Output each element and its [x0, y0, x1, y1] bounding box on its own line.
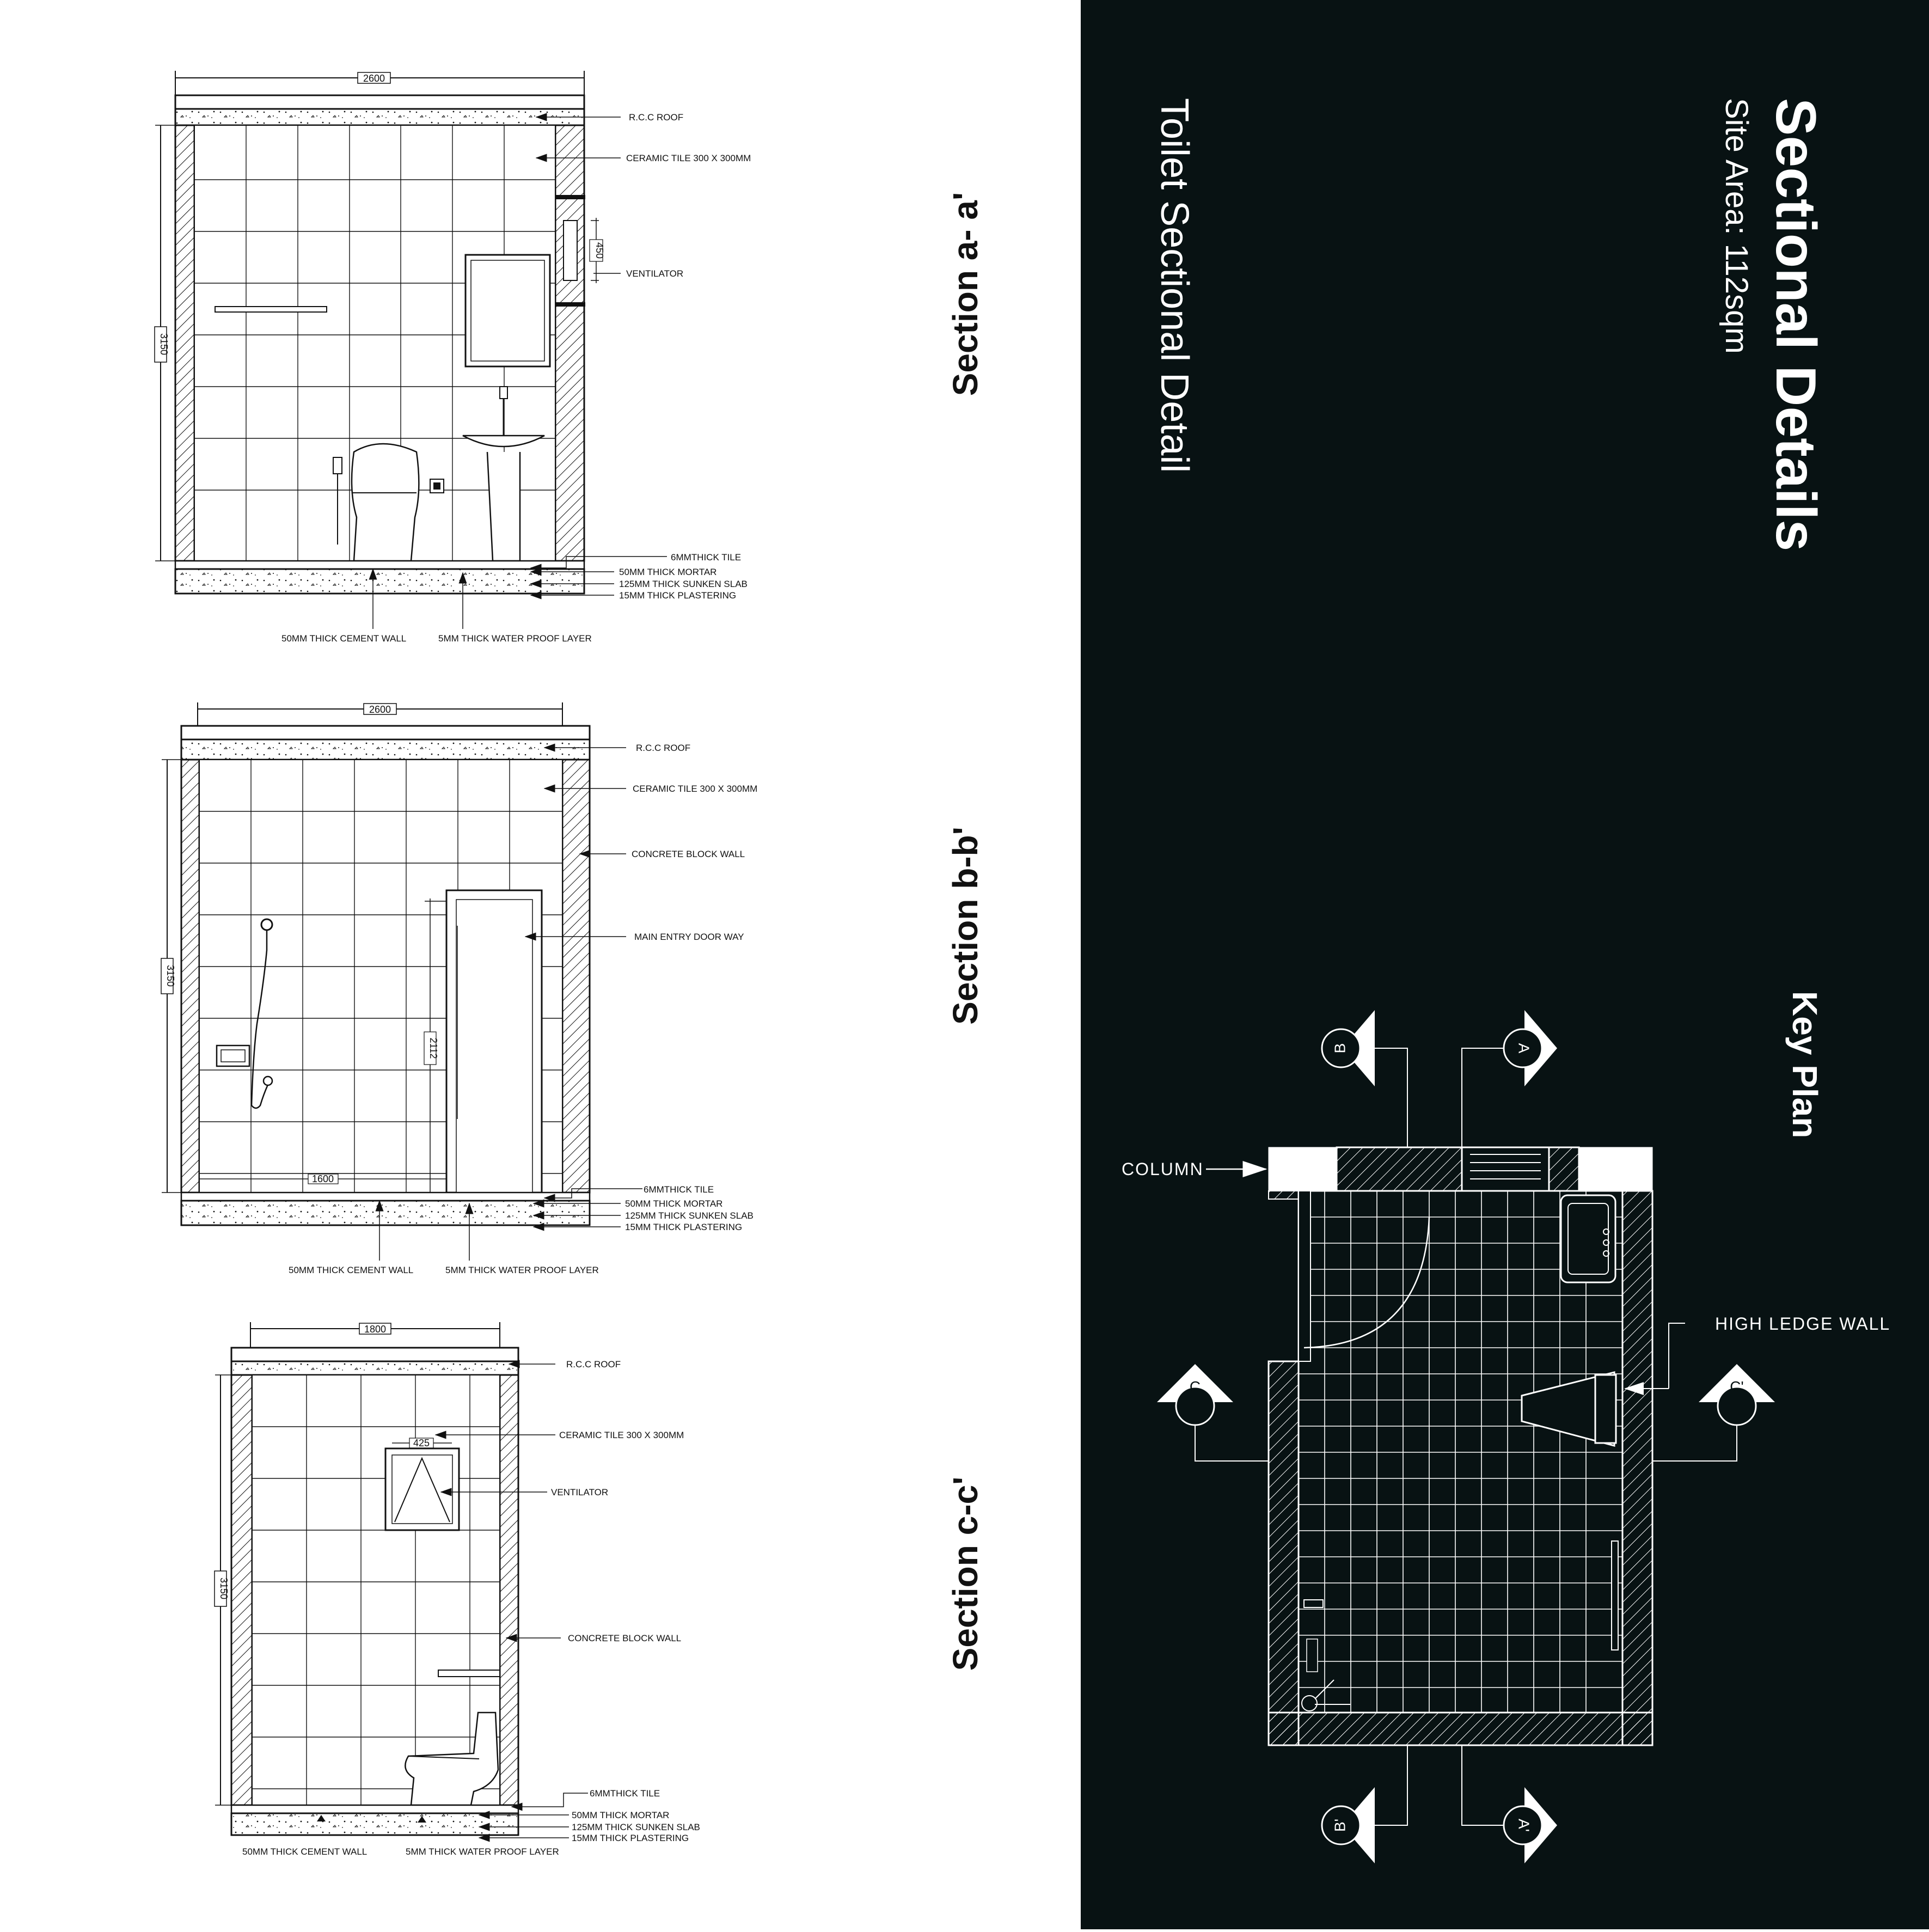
section-a-width-dim: 2600 [363, 73, 385, 84]
marker-c-right-label: C' [1730, 1378, 1744, 1395]
section-b-floor-tile-label: 6MMTHICK TILE [644, 1184, 714, 1195]
section-b-drawing [161, 702, 757, 1275]
section-a-title: Section a- a' [946, 192, 985, 396]
marker-c-left-label: C [1189, 1378, 1201, 1395]
section-a-slab-label: 125MM THICK SUNKEN SLAB [619, 579, 748, 589]
section-a-drawing [155, 71, 751, 644]
section-c-title: Section c-c' [946, 1476, 985, 1671]
section-c-drawing [215, 1322, 700, 1857]
section-c-floor-tile-label: 6MMTHICK TILE [590, 1788, 660, 1799]
section-b-roof-label: R.C.C ROOF [636, 743, 691, 753]
panel-svg [1081, 0, 1929, 1929]
section-a-floor-tile-label: 6MMTHICK TILE [671, 552, 742, 563]
section-a-height-dim: 3150 [158, 333, 169, 356]
section-a-tile-label: CERAMIC TILE 300 X 300MM [626, 153, 751, 163]
section-b-width-dim: 2600 [369, 704, 391, 715]
section-c-roof-label: R.C.C ROOF [566, 1359, 621, 1369]
section-c-plaster-label: 15MM THICK PLASTERING [572, 1833, 689, 1843]
marker-b-top-label: B [1331, 1043, 1349, 1054]
marker-a-bottom [1504, 1787, 1557, 1863]
section-b-door-label: MAIN ENTRY DOOR WAY [634, 932, 744, 942]
marker-a-bottom-label: A' [1515, 1818, 1533, 1832]
section-b-tile-label: CERAMIC TILE 300 X 300MM [633, 784, 758, 794]
section-c-cement-wall-label: 50MM THICK CEMENT WALL [242, 1847, 368, 1857]
section-a-cement-wall-label: 50MM THICK CEMENT WALL [281, 633, 407, 644]
marker-c-right [1699, 1364, 1775, 1425]
section-a-ventilator-label: VENTILATOR [626, 268, 684, 279]
sheet-subtitle: Toilet Sectional Detail [1153, 98, 1196, 473]
section-c-width-dim: 1800 [364, 1324, 387, 1335]
section-b-block-wall-label: CONCRETE BLOCK WALL [632, 849, 745, 859]
marker-b-bottom-label: B' [1331, 1818, 1349, 1832]
section-c-ventilator-label: VENTILATOR [551, 1487, 609, 1497]
section-a-roof-label: R.C.C ROOF [629, 112, 684, 123]
section-b-slab-label: 125MM THICK SUNKEN SLAB [625, 1210, 754, 1221]
section-a-vent-dim: 450 [594, 242, 605, 259]
section-b-height-dim: 3150 [165, 964, 176, 987]
key-plan-title: Key Plan [1785, 991, 1824, 1139]
section-c-tile-label: CERAMIC TILE 300 X 300MM [559, 1430, 684, 1440]
key-plan [1195, 1048, 1737, 1825]
section-c-block-wall-label: CONCRETE BLOCK WALL [568, 1633, 682, 1643]
section-b-mortar-label: 50MM THICK MORTAR [625, 1199, 723, 1209]
marker-a-top [1504, 1010, 1557, 1086]
section-b-waterproof-label: 5MM THICK WATER PROOF LAYER [445, 1265, 599, 1275]
marker-b-top [1322, 1010, 1375, 1086]
section-a-waterproof-label: 5MM THICK WATER PROOF LAYER [438, 633, 592, 644]
section-b-plaster-label: 15MM THICK PLASTERING [625, 1222, 743, 1232]
title-panel [1081, 0, 1929, 1929]
site-area-text: Site Area: 112sqm [1719, 98, 1754, 354]
marker-c-left [1157, 1364, 1233, 1425]
high-ledge-wall-label: HIGH LEDGE WALL [1715, 1314, 1891, 1334]
section-b-door-width-dim: 1600 [311, 1173, 334, 1184]
section-c-slab-label: 125MM THICK SUNKEN SLAB [572, 1822, 700, 1832]
section-c-waterproof-label: 5MM THICK WATER PROOF LAYER [406, 1847, 559, 1857]
section-c-vent-dim: 425 [413, 1438, 430, 1448]
section-c-mortar-label: 50MM THICK MORTAR [572, 1810, 670, 1820]
section-a-mortar-label: 50MM THICK MORTAR [619, 567, 717, 577]
marker-b-bottom [1322, 1787, 1375, 1863]
sheet-title: Sectional Details [1764, 98, 1827, 552]
section-b-title: Section b-b' [946, 827, 985, 1025]
marker-a-top-label: A [1515, 1043, 1533, 1054]
section-a-plaster-label: 15MM THICK PLASTERING [619, 590, 737, 601]
section-c-height-dim: 3150 [218, 1577, 229, 1600]
section-b-cement-wall-label: 50MM THICK CEMENT WALL [289, 1265, 414, 1275]
column-label: COLUMN [1122, 1159, 1204, 1179]
section-b-door-height-dim: 2112 [428, 1037, 439, 1059]
